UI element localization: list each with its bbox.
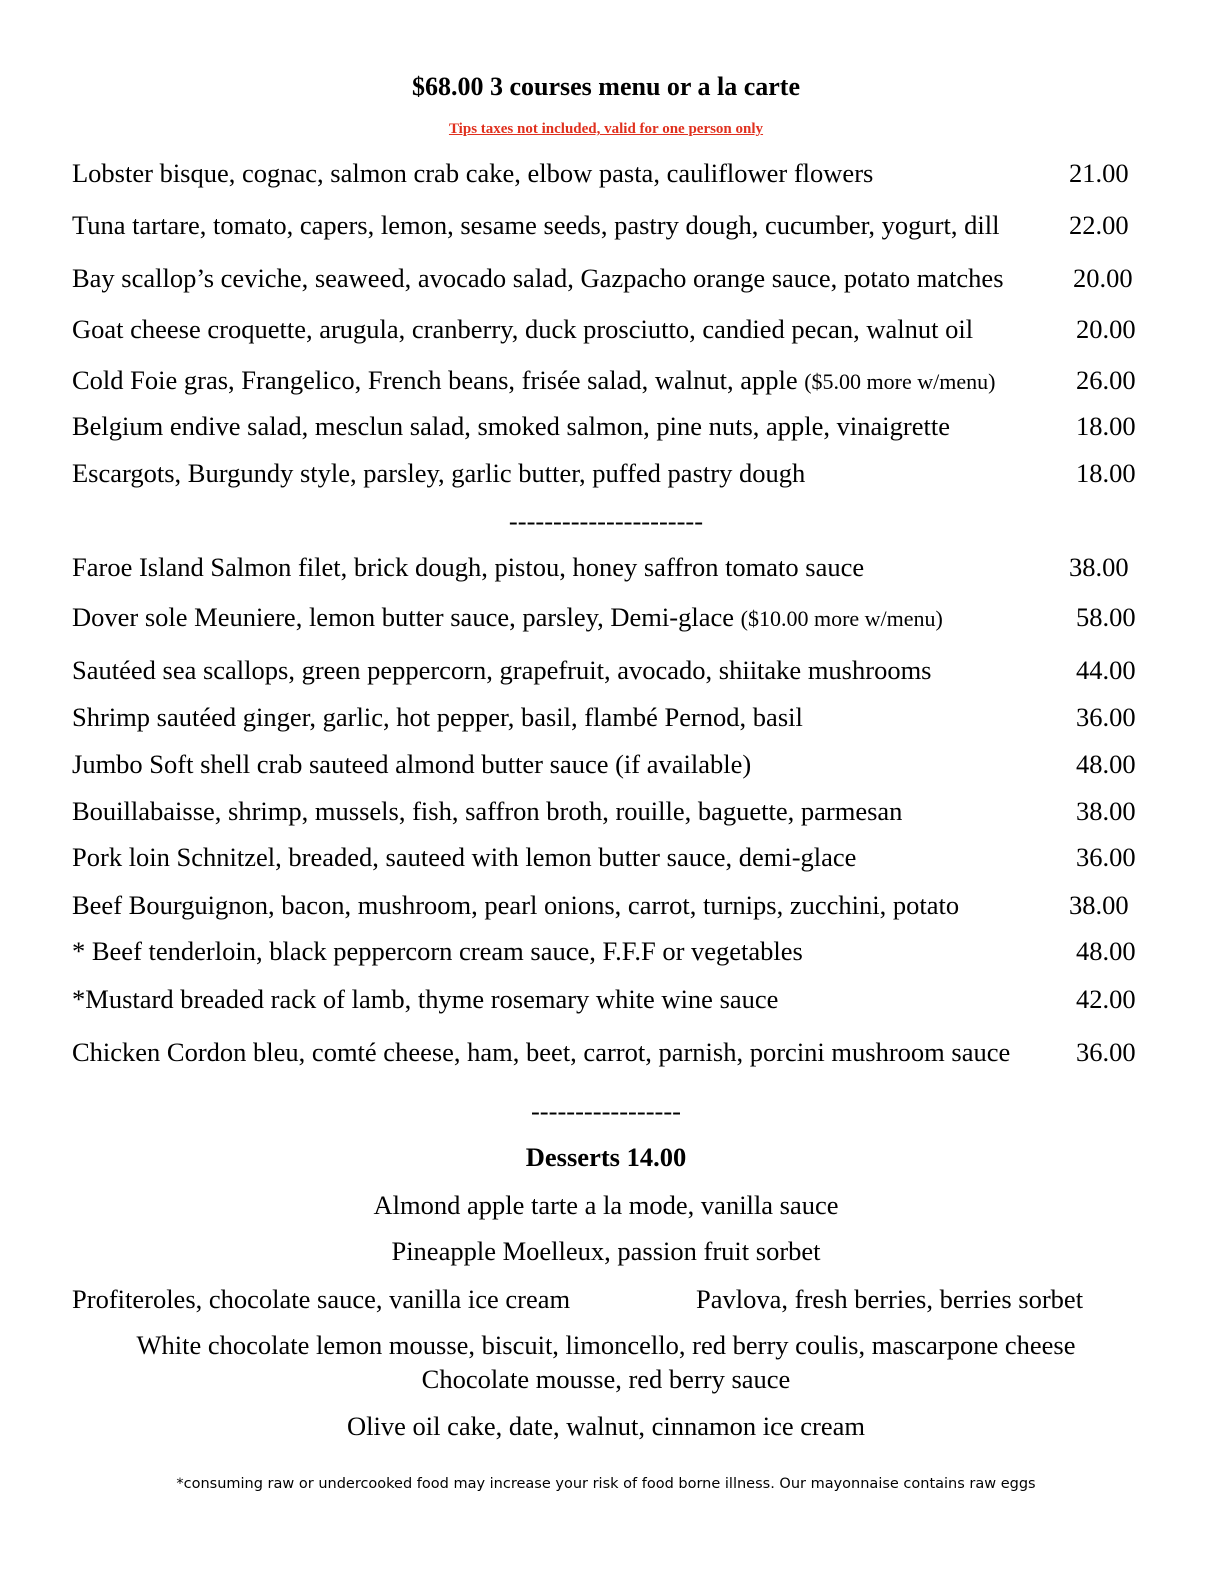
item-price: 36.00 bbox=[1076, 842, 1136, 872]
item-text: Cold Foie gras, Frangelico, French beans, frisée salad, walnut, apple bbox=[72, 365, 798, 395]
item-description: Bouillabaisse, shrimp, mussels, fish, saffron broth, rouille, baguette, parmesan bbox=[72, 796, 903, 826]
dessert-item: Almond apple tarte a la mode, vanilla sauce bbox=[373, 1190, 839, 1220]
item-price: 48.00 bbox=[1076, 936, 1136, 966]
item-surcharge-note: ($10.00 more w/menu) bbox=[740, 606, 943, 631]
item-price: 18.00 bbox=[1076, 411, 1136, 441]
item-price: 20.00 bbox=[1073, 263, 1133, 293]
dessert-item: Chocolate mousse, red berry sauce bbox=[421, 1364, 791, 1394]
item-price: 42.00 bbox=[1076, 984, 1136, 1014]
item-price: 48.00 bbox=[1076, 749, 1136, 779]
item-price: 20.00 bbox=[1076, 314, 1136, 344]
dessert-item: White chocolate lemon mousse, biscuit, limoncello, red berry coulis, mascarpone cheese bbox=[136, 1330, 1076, 1360]
item-description: Bay scallop’s ceviche, seaweed, avocado salad, Gazpacho orange sauce, potato matches bbox=[72, 263, 1004, 293]
item-description: Sautéed sea scallops, green peppercorn, grapefruit, avocado, shiitake mushrooms bbox=[72, 655, 932, 685]
item-price: 38.00 bbox=[1069, 552, 1129, 582]
dessert-item: Pavlova, fresh berries, berries sorbet bbox=[696, 1284, 1084, 1314]
item-price: 44.00 bbox=[1076, 655, 1136, 685]
menu-subtitle: Tips taxes not included, valid for one person only bbox=[448, 121, 764, 137]
item-price: 36.00 bbox=[1076, 1037, 1136, 1067]
dessert-item: Profiteroles, chocolate sauce, vanilla ice cream bbox=[72, 1284, 571, 1314]
item-description: Shrimp sautéed ginger, garlic, hot pepper, basil, flambé Pernod, basil bbox=[72, 702, 803, 732]
dessert-item: Olive oil cake, date, walnut, cinnamon ice cream bbox=[346, 1411, 865, 1441]
item-description: * Beef tenderloin, black peppercorn cream sauce, F.F.F or vegetables bbox=[72, 936, 803, 966]
item-description: Escargots, Burgundy style, parsley, garlic butter, puffed pastry dough bbox=[72, 458, 806, 488]
item-description bbox=[72, 364, 995, 398]
item-surcharge-note: ($5.00 more w/menu) bbox=[804, 369, 996, 394]
food-safety-disclaimer: *consuming raw or undercooked food may increase your risk of food borne illness. Our mayonnaise contains raw eggs bbox=[176, 1476, 1036, 1492]
menu-title: $68.00 3 courses menu or a la carte bbox=[411, 72, 800, 101]
item-description: Chicken Cordon bleu, comté cheese, ham, beet, carrot, parnish, porcini mushroom sauce bbox=[72, 1037, 1011, 1067]
item-price: 38.00 bbox=[1069, 890, 1129, 920]
item-text: Dover sole Meuniere, lemon butter sauce, parsley, Demi-glace bbox=[72, 602, 734, 632]
item-description: Belgium endive salad, mesclun salad, smoked salmon, pine nuts, apple, vinaigrette bbox=[72, 411, 950, 441]
item-description: Goat cheese croquette, arugula, cranberry, duck prosciutto, candied pecan, walnut oil bbox=[72, 314, 974, 344]
item-price: 58.00 bbox=[1076, 602, 1136, 632]
item-price: 26.00 bbox=[1076, 365, 1136, 395]
section-divider: ----------------- bbox=[530, 1096, 682, 1126]
item-description: *Mustard breaded rack of lamb, thyme rosemary white wine sauce bbox=[72, 984, 779, 1014]
item-description: Jumbo Soft shell crab sauteed almond butter sauce (if available) bbox=[72, 749, 752, 779]
item-price: 22.00 bbox=[1069, 210, 1129, 240]
item-description bbox=[72, 601, 943, 635]
item-description: Lobster bisque, cognac, salmon crab cake, elbow pasta, cauliflower flowers bbox=[72, 158, 874, 188]
desserts-heading: Desserts 14.00 bbox=[525, 1142, 687, 1172]
item-description: Beef Bourguignon, bacon, mushroom, pearl onions, carrot, turnips, zucchini, potato bbox=[72, 890, 960, 920]
item-description: Pork loin Schnitzel, breaded, sauteed with lemon butter sauce, demi-glace bbox=[72, 842, 857, 872]
item-price: 38.00 bbox=[1076, 796, 1136, 826]
item-price: 18.00 bbox=[1076, 458, 1136, 488]
item-description: Tuna tartare, tomato, capers, lemon, sesame seeds, pastry dough, cucumber, yogurt, dill bbox=[72, 210, 1000, 240]
item-price: 36.00 bbox=[1076, 702, 1136, 732]
item-price: 21.00 bbox=[1069, 158, 1129, 188]
dessert-item: Pineapple Moelleux, passion fruit sorbet bbox=[391, 1236, 821, 1266]
item-description: Faroe Island Salmon filet, brick dough, pistou, honey saffron tomato sauce bbox=[72, 552, 865, 582]
section-divider: ---------------------- bbox=[508, 506, 704, 536]
